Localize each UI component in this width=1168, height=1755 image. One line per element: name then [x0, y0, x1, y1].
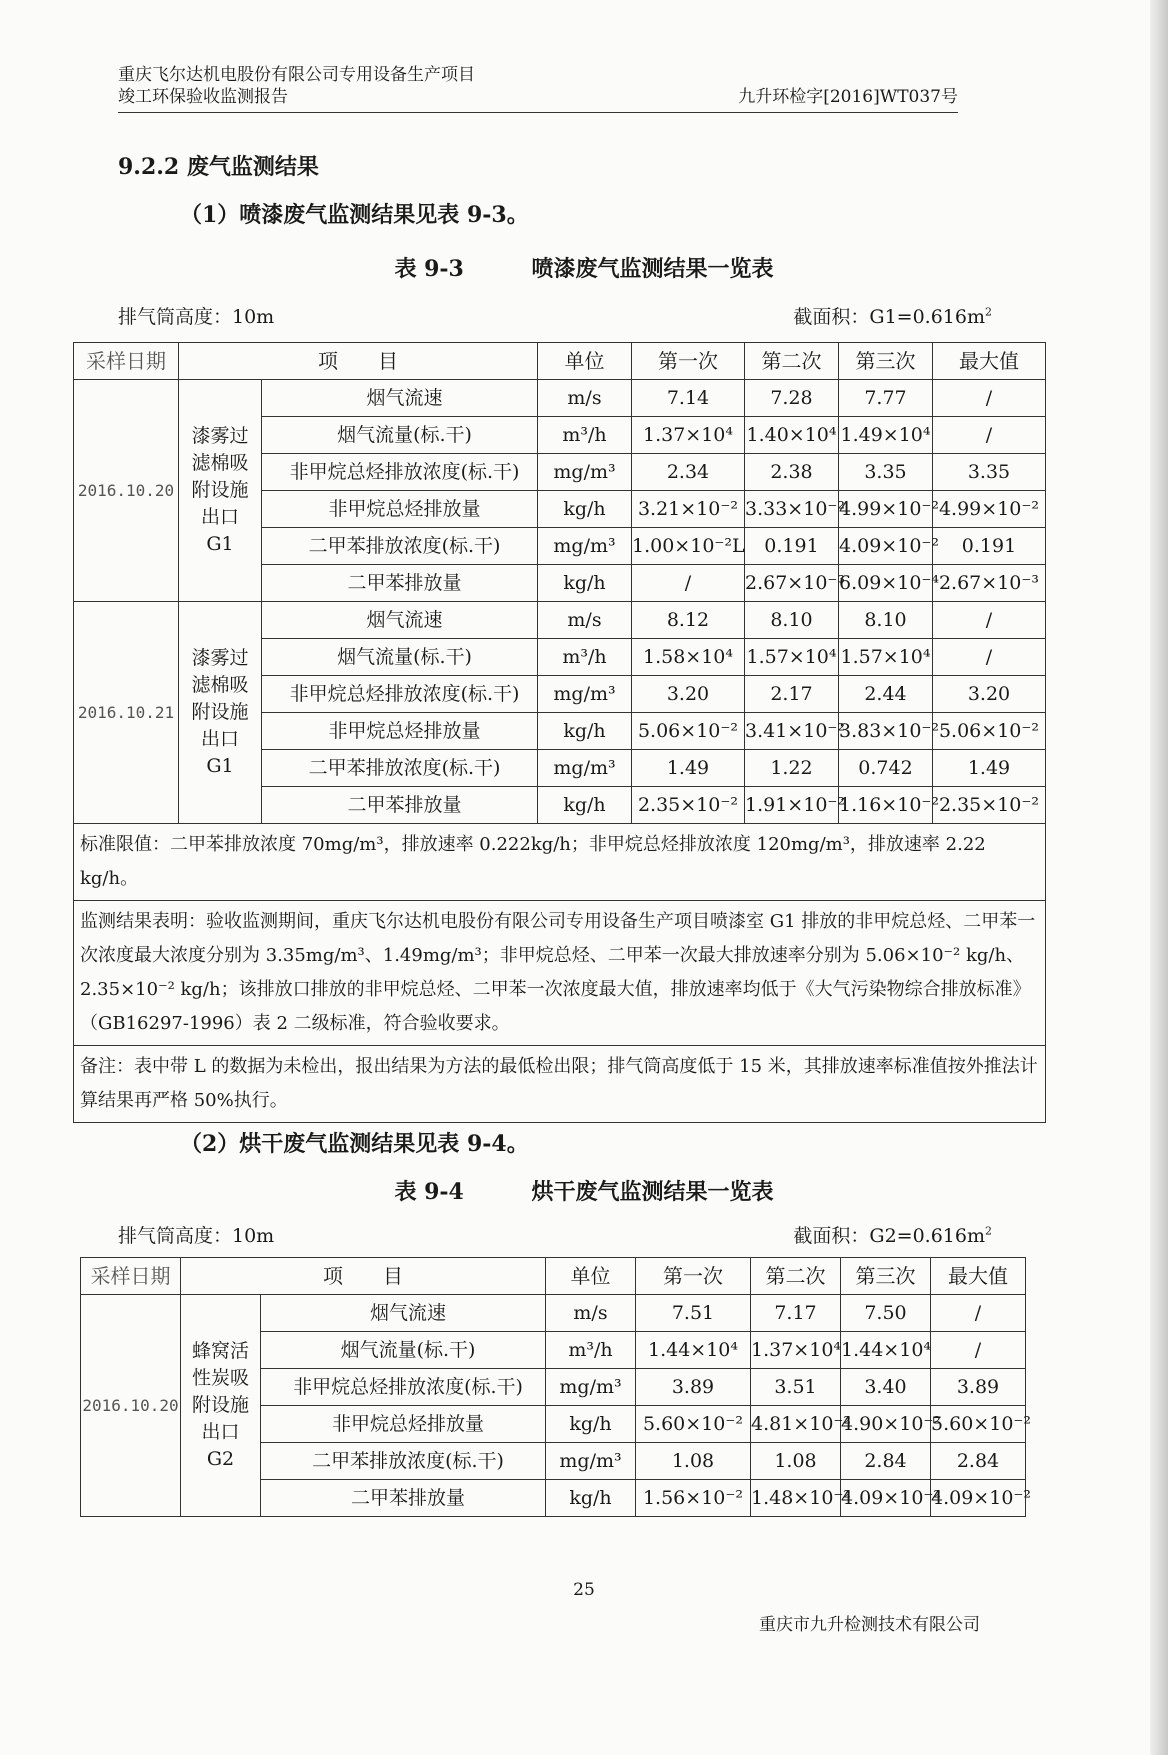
max-value-cell: 3.35 [933, 454, 1046, 491]
value-cell-3: 4.90×10⁻² [841, 1406, 931, 1443]
value-cell-2: 1.57×10⁴ [745, 639, 839, 676]
unit-cell: m/s [538, 380, 632, 417]
item-cell: 烟气流量(标.干) [262, 639, 538, 676]
sample-location-cell: 漆雾过滤棉吸附设施出口 G1 [179, 602, 262, 824]
value-cell-1: 3.20 [632, 676, 745, 713]
table-row [74, 380, 1046, 417]
standard-note-cell: 标准限值：二甲苯排放浓度 70mg/m³，排放速率 0.222kg/h；非甲烷总烃排放浓度 120mg/m³，排放速率 2.22 kg/h。 [74, 824, 1046, 901]
item-cell: 二甲苯排放浓度(标.干) [262, 750, 538, 787]
table-header-row [74, 343, 1046, 380]
value-cell-3: 3.83×10⁻² [839, 713, 933, 750]
value-cell-1: / [632, 565, 745, 602]
header-cell: 单位 [538, 343, 632, 380]
item-cell: 非甲烷总烃排放浓度(标.干) [262, 454, 538, 491]
table3-area-text: 截面积：G1=0.616m [793, 306, 985, 328]
value-cell-3: 0.742 [839, 750, 933, 787]
value-cell-1: 3.21×10⁻² [632, 491, 745, 528]
value-cell-1: 8.12 [632, 602, 745, 639]
max-value-cell: / [933, 602, 1046, 639]
value-cell-2: 7.28 [745, 380, 839, 417]
value-cell-3: 7.77 [839, 380, 933, 417]
unit-cell: mg/m³ [538, 454, 632, 491]
unit-cell: m³/h [538, 417, 632, 454]
value-cell-1: 1.49 [632, 750, 745, 787]
value-cell-3: 6.09×10⁻⁴ [839, 565, 933, 602]
value-cell-1: 7.14 [632, 380, 745, 417]
header-cell: 最大值 [933, 343, 1046, 380]
table-header-row [81, 1258, 1026, 1295]
value-cell-3: 1.16×10⁻² [839, 787, 933, 824]
report-number: 九升环检字[2016]WT037号 [738, 87, 958, 107]
max-value-cell: 3.20 [933, 676, 1046, 713]
table3-area [793, 302, 992, 329]
table4-caption [0, 1175, 1168, 1206]
value-cell-1: 5.06×10⁻² [632, 713, 745, 750]
value-cell-3: 2.44 [839, 676, 933, 713]
note-row [74, 901, 1046, 1046]
value-cell-2: 3.41×10⁻² [745, 713, 839, 750]
unit-cell: kg/h [538, 713, 632, 750]
value-cell-2: 3.33×10⁻² [745, 491, 839, 528]
item-cell: 二甲苯排放浓度(标.干) [261, 1443, 546, 1480]
value-cell-1: 3.89 [636, 1369, 751, 1406]
unit-cell: mg/m³ [538, 528, 632, 565]
note-row [74, 824, 1046, 901]
unit-cell: m³/h [538, 639, 632, 676]
value-cell-1: 2.35×10⁻² [632, 787, 745, 824]
unit-cell: mg/m³ [546, 1443, 636, 1480]
header-cell: 第一次 [636, 1258, 751, 1295]
value-cell-3: 1.44×10⁴ [841, 1332, 931, 1369]
sample-date-cell: 2016.10.20 [81, 1295, 181, 1517]
table3-stack-height: 排气筒高度：10m [118, 306, 275, 328]
item-cell: 烟气流速 [262, 602, 538, 639]
item-cell: 二甲苯排放量 [262, 787, 538, 824]
max-value-cell: 5.06×10⁻² [933, 713, 1046, 750]
item-cell: 二甲苯排放浓度(标.干) [262, 528, 538, 565]
header-cell: 第三次 [839, 343, 933, 380]
sample-location-cell: 蜂窝活性炭吸附设施出口 G2 [181, 1295, 261, 1517]
value-cell-2: 1.08 [751, 1443, 841, 1480]
value-cell-1: 1.58×10⁴ [632, 639, 745, 676]
note-row [74, 1046, 1046, 1123]
table3-intro: （1）喷漆废气监测结果见表 9-3。 [180, 202, 529, 228]
max-value-cell: 4.99×10⁻² [933, 491, 1046, 528]
header-cell: 最大值 [931, 1258, 1026, 1295]
max-value-cell: / [931, 1332, 1026, 1369]
table4-stack-height: 排气筒高度：10m [118, 1225, 275, 1247]
unit-cell: kg/h [546, 1406, 636, 1443]
unit-cell: m/s [546, 1295, 636, 1332]
header-cell: 采样日期 [74, 343, 179, 380]
header-cell: 第三次 [841, 1258, 931, 1295]
table4-area [793, 1221, 992, 1248]
value-cell-2: 8.10 [745, 602, 839, 639]
value-cell-3: 3.35 [839, 454, 933, 491]
value-cell-3: 3.40 [841, 1369, 931, 1406]
max-value-cell: / [933, 639, 1046, 676]
max-value-cell: 1.49 [933, 750, 1046, 787]
value-cell-2: 2.38 [745, 454, 839, 491]
value-cell-1: 5.60×10⁻² [636, 1406, 751, 1443]
value-cell-1: 1.56×10⁻² [636, 1480, 751, 1517]
header-divider [118, 112, 958, 113]
value-cell-1: 1.44×10⁴ [636, 1332, 751, 1369]
value-cell-3: 4.09×10⁻² [841, 1480, 931, 1517]
item-cell: 烟气流速 [262, 380, 538, 417]
footer-company: 重庆市九升检测技术有限公司 [759, 1615, 980, 1635]
table3-caption-no: 表 9-3 [394, 256, 464, 282]
value-cell-2: 4.81×10⁻² [751, 1406, 841, 1443]
unit-cell: kg/h [538, 491, 632, 528]
max-value-cell: / [933, 380, 1046, 417]
value-cell-3: 2.84 [841, 1443, 931, 1480]
unit-cell: mg/m³ [538, 676, 632, 713]
value-cell-1: 2.34 [632, 454, 745, 491]
table4-area-text: 截面积：G2=0.616m [793, 1225, 985, 1247]
value-cell-2: 1.37×10⁴ [751, 1332, 841, 1369]
unit-cell: m/s [538, 602, 632, 639]
value-cell-3: 1.49×10⁴ [839, 417, 933, 454]
table3-caption [0, 252, 1168, 283]
max-value-cell: 2.35×10⁻² [933, 787, 1046, 824]
header-report-line: 竣工环保验收监测报告 [118, 87, 288, 107]
value-cell-1: 7.51 [636, 1295, 751, 1332]
header-cell: 单位 [546, 1258, 636, 1295]
table3 [73, 342, 1046, 1123]
header-cell: 第一次 [632, 343, 745, 380]
max-value-cell: / [933, 417, 1046, 454]
table4-caption-title: 烘干废气监测结果一览表 [531, 1179, 774, 1205]
item-cell: 非甲烷总烃排放浓度(标.干) [261, 1369, 546, 1406]
max-value-cell: 3.89 [931, 1369, 1026, 1406]
value-cell-3: 4.09×10⁻² [839, 528, 933, 565]
value-cell-2: 1.40×10⁴ [745, 417, 839, 454]
item-cell: 非甲烷总烃排放量 [261, 1406, 546, 1443]
table4-caption-no: 表 9-4 [394, 1179, 464, 1205]
value-cell-1: 1.37×10⁴ [632, 417, 745, 454]
value-cell-3: 8.10 [839, 602, 933, 639]
unit-cell: kg/h [538, 787, 632, 824]
item-cell: 烟气流速 [261, 1295, 546, 1332]
max-value-cell: 2.67×10⁻³ [933, 565, 1046, 602]
item-cell: 非甲烷总烃排放浓度(标.干) [262, 676, 538, 713]
header-cell: 第二次 [745, 343, 839, 380]
value-cell-2: 2.67×10⁻³ [745, 565, 839, 602]
value-cell-1: 1.00×10⁻²L [632, 528, 745, 565]
unit-cell: kg/h [546, 1480, 636, 1517]
unit-cell: kg/h [538, 565, 632, 602]
remark-note-cell: 备注：表中带 L 的数据为未检出，报出结果为方法的最低检出限；排气筒高度低于 15 米，其排放速率标准值按外推法计算结果再严格 50%执行。 [74, 1046, 1046, 1123]
page-number: 25 [573, 1580, 595, 1600]
value-cell-2: 1.91×10⁻² [745, 787, 839, 824]
value-cell-2: 2.17 [745, 676, 839, 713]
unit-cell: mg/m³ [538, 750, 632, 787]
item-cell: 二甲苯排放量 [262, 565, 538, 602]
item-cell: 烟气流量(标.干) [262, 417, 538, 454]
item-cell: 非甲烷总烃排放量 [262, 713, 538, 750]
value-cell-2: 0.191 [745, 528, 839, 565]
max-value-cell: 0.191 [933, 528, 1046, 565]
header-cell: 项 目 [179, 343, 538, 380]
section-title: 9.2.2 废气监测结果 [118, 154, 319, 180]
table3-caption-title: 喷漆废气监测结果一览表 [531, 256, 774, 282]
sample-date-cell: 2016.10.21 [74, 602, 179, 824]
max-value-cell: / [931, 1295, 1026, 1332]
sample-location-cell: 漆雾过滤棉吸附设施出口 G1 [179, 380, 262, 602]
item-cell: 烟气流量(标.干) [261, 1332, 546, 1369]
max-value-cell: 2.84 [931, 1443, 1026, 1480]
header-cell: 第二次 [751, 1258, 841, 1295]
value-cell-2: 7.17 [751, 1295, 841, 1332]
value-cell-3: 4.99×10⁻² [839, 491, 933, 528]
value-cell-3: 7.50 [841, 1295, 931, 1332]
table4-intro: （2）烘干废气监测结果见表 9-4。 [180, 1131, 529, 1157]
max-value-cell: 5.60×10⁻² [931, 1406, 1026, 1443]
table4 [80, 1257, 1032, 1517]
header-cell: 项 目 [181, 1258, 546, 1295]
table3-area-sup: 2 [985, 305, 992, 319]
max-value-cell: 4.09×10⁻² [931, 1480, 1026, 1517]
header-project-line: 重庆飞尔达机电股份有限公司专用设备生产项目 [118, 65, 475, 85]
item-cell: 非甲烷总烃排放量 [262, 491, 538, 528]
value-cell-1: 1.08 [636, 1443, 751, 1480]
item-cell: 二甲苯排放量 [261, 1480, 546, 1517]
value-cell-3: 1.57×10⁴ [839, 639, 933, 676]
sample-date-cell: 2016.10.20 [74, 380, 179, 602]
report-header [118, 64, 958, 108]
value-cell-2: 1.22 [745, 750, 839, 787]
value-cell-2: 1.48×10⁻² [751, 1480, 841, 1517]
value-cell-2: 3.51 [751, 1369, 841, 1406]
unit-cell: m³/h [546, 1332, 636, 1369]
table-row [81, 1295, 1026, 1332]
table-row [74, 602, 1046, 639]
header-cell: 采样日期 [81, 1258, 181, 1295]
result-note-cell: 监测结果表明：验收监测期间，重庆飞尔达机电股份有限公司专用设备生产项目喷漆室 G1 排放的非甲烷总烃、二甲苯一次浓度最大浓度分别为 3.35mg/m³、1.49mg/m³；非甲烷总烃、二甲苯一次最大排放速率分别为 5.06×10⁻² kg/h、2.35×10⁻² kg/h；该排放口排放的非甲烷总烃、二甲苯一次浓度最大值，排放速率均低于《大气污染物综合排放标准》（GB16297-1996）表 2 二级标准，符合验收要求。 [74, 901, 1046, 1046]
unit-cell: mg/m³ [546, 1369, 636, 1406]
table4-area-sup: 2 [985, 1224, 992, 1238]
